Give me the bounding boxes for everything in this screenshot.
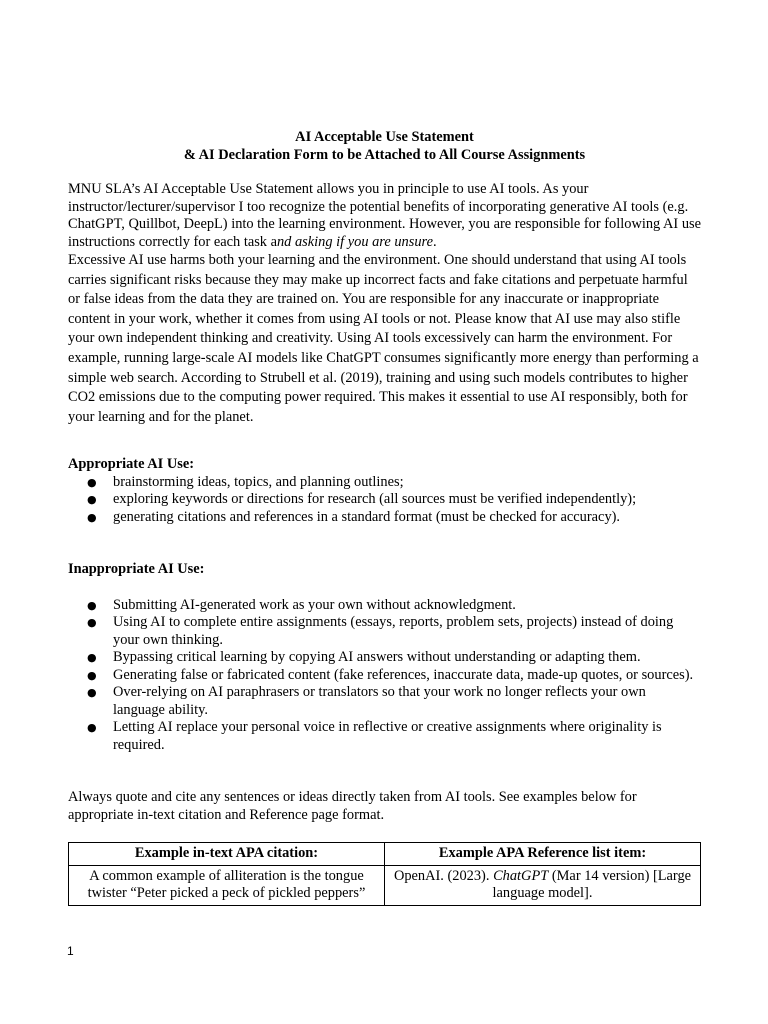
list-item-text: Generating false or fabricated content (fake references, inaccurate data, made-up quotes, or sources). — [113, 666, 694, 683]
bullet-icon: ● — [87, 721, 97, 735]
in-text-citation-example: A common example of alliteration is the tongue twister “Peter picked a peck of pickled peppers” — [69, 865, 385, 905]
document-title-line-2: & AI Declaration Form to be Attached to All Course Assignments — [183, 147, 586, 163]
intro-italic-text: nd asking if you are unsure — [276, 233, 433, 250]
list-item-text: exploring keywords or directions for research (all sources must be verified independently); — [113, 491, 637, 508]
list-item-text: Over-relying on AI paraphrasers or translators so that your work no longer reflects your own language ability. — [113, 684, 646, 718]
intro-paragraph — [68, 181, 701, 251]
list-item-text: generating citations and references in a standard format (must be checked for accuracy). — [113, 508, 621, 525]
list-item-text: Letting AI replace your personal voice in reflective or creative assignments where originality is required. — [113, 719, 662, 753]
document-page — [68, 128, 701, 906]
reference-list-example — [385, 865, 701, 905]
bullet-icon: ● — [87, 616, 97, 630]
environment-paragraph: Excessive AI use harms both your learning and the environment. One should understand that using AI tools carries significant risks because they may make up incorrect facts and fake citations and perpetuate harmful or false ideas from the data they are trained on. You are responsible for any inaccurate or inappropriate content in your work, whether it comes from using AI tools or not. Please know that AI use may also stifle your own independent thinking and creativity. Using AI tools excessively can harm the environment. For example, running large-scale AI models like ChatGPT consumes significantly more energy than performing a simple web search. According to Strubell et al. (2019), training and using such models contributes to higher CO2 emissions due to the computing power required. This makes it essential to use AI responsibly, both for your learning and for the planet. — [68, 252, 699, 425]
intro-end: . — [433, 233, 437, 250]
reference-list-header: Example APA Reference list item: — [385, 843, 701, 866]
appropriate-use-heading: Appropriate AI Use: — [68, 456, 195, 473]
list-item — [68, 474, 701, 492]
list-item — [68, 491, 701, 509]
list-item-text: Submitting AI-generated work as your own without acknowledgment. — [113, 596, 516, 613]
apa-examples-table — [68, 842, 701, 906]
table-row — [69, 865, 701, 905]
intro-text: MNU SLA’s AI Acceptable Use Statement allows you in principle to use AI tools. As your instructor/lecturer/supervisor I too recognize the potential benefits of incorporating generative AI tools (e.g. ChatGPT, Quillbot, DeepL) into the learning environment. However, you are responsible for following AI use instructions correctly for each task a — [68, 181, 701, 250]
list-item — [68, 597, 701, 615]
list-item-text: Bypassing critical learning by copying AI answers without understanding or adapting them. — [113, 649, 641, 666]
reference-author-date: OpenAI. (2023). — [393, 867, 494, 884]
list-item — [68, 614, 701, 649]
bullet-icon: ● — [87, 686, 97, 700]
in-text-citation-header: Example in-text APA citation: — [69, 843, 385, 866]
reference-details: (Mar 14 version) [Large language model]. — [492, 867, 692, 902]
appropriate-use-list — [68, 474, 701, 527]
inappropriate-use-list — [68, 597, 701, 755]
table-header-row — [69, 843, 701, 866]
reference-title: ChatGPT — [493, 867, 549, 884]
bullet-icon: ● — [87, 651, 97, 665]
bullet-icon: ● — [87, 598, 97, 612]
list-item — [68, 667, 701, 685]
list-item — [68, 719, 701, 754]
bullet-icon: ● — [87, 510, 97, 524]
bullet-icon: ● — [87, 668, 97, 682]
list-item-text: brainstorming ideas, topics, and planning outlines; — [113, 473, 404, 490]
page-number: 1 — [67, 944, 74, 958]
bullet-icon: ● — [87, 475, 97, 489]
citation-paragraph: Always quote and cite any sentences or ideas directly taken from AI tools. See examples below for appropriate in-text citation and Reference page format. — [68, 789, 637, 823]
bullet-icon: ● — [87, 493, 97, 507]
inappropriate-use-heading: Inappropriate AI Use: — [68, 561, 205, 578]
list-item — [68, 509, 701, 527]
list-item-text: Using AI to complete entire assignments (essays, reports, problem sets, projects) instead of doing your own thinking. — [113, 614, 674, 648]
list-item — [68, 649, 701, 667]
list-item — [68, 684, 701, 719]
document-title-line-1: AI Acceptable Use Statement — [295, 129, 474, 145]
